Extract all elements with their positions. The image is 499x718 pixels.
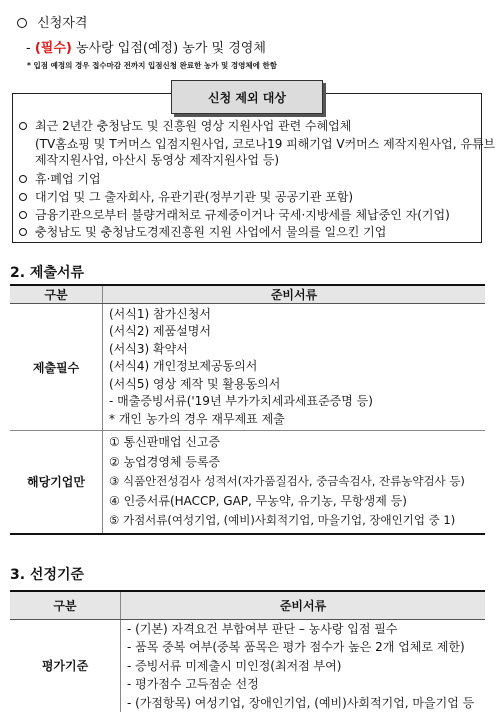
hollow-circle-bullet-icon (19, 228, 27, 236)
criteria-section-title: 3. 선정기준 (10, 567, 85, 583)
documents-row-applicable (10, 431, 485, 534)
exclusion-item: 금융기관으로부터 불량거래처로 규제중이거나 국세·지방세를 체납중인 자(기업) (19, 207, 450, 223)
criteria-row-evaluation (10, 619, 485, 712)
eligibility-note: * 입점 예정의 경우 접수마감 전까지 입점신청 완료한 농가 및 경영체에 한함 (27, 61, 277, 70)
criteria-col-category: 구분 (10, 591, 121, 619)
required-tag: (필수) (34, 41, 72, 56)
exclusion-item-continued: (TV홈쇼핑 및 T커머스 입점지원사업, 코로나19 피해기업 V커머스 제작지원사업, 유튜브 (35, 137, 496, 151)
documents-col-category: 구분 (10, 285, 103, 304)
documents-row-required (10, 304, 485, 431)
row-content: (서식1) 참가신청서 (서식2) 제품설명서 (서식3) 확약서 (서식4) 개인정보제공동의서 (서식5) 영상 제작 및 활용동의서 - 매출증빙서류('19년 부가가치세과세표준증명 등) * 개인 농가의 경우 재무제표 제출 (103, 304, 486, 431)
row-label: 제출필수 (10, 304, 103, 431)
exclusion-item: 최근 2년간 충청남도 및 진흥원 영상 지원사업 관련 수혜업체 (19, 118, 351, 134)
criteria-table (10, 590, 485, 712)
hollow-circle-bullet-icon (19, 193, 27, 201)
hollow-circle-bullet-icon (17, 18, 27, 28)
hollow-circle-bullet-icon (19, 175, 27, 183)
eligibility-heading: 신청자격 (17, 12, 87, 31)
row-content: - (기본) 자격요건 부합여부 판단 – 농사랑 입점 필수 - 품목 중복 여부(중복 품목은 평가 점수가 높은 2개 업체로 제한) - 증빙서류 미제출시 미인정(최저점 부여) - 평가점수 고득점순 선정 - (가점항목) 여성기업, 장애인기업, (예비)사회적기업, 마을기업 등 (127, 621, 475, 710)
required-line: - (필수) 농사랑 입점(예정) 농가 및 경영체 (26, 41, 266, 56)
row-content: ① 통신판매업 신고증 ② 농업경영체 등록증 ③ 식품안전성검사 성적서(자가품질검사, 중금속검사, 잔류농약검사 등) ④ 인증서류(HACCP, GAP, 무농약, 유기농, 무항생제 등) ⑤ 가점서류(여성기업, (예비)사회적기업, 마을기업, 장애인기업 중 1) (103, 431, 486, 534)
required-text: 농사랑 입점(예정) 농가 및 경영체 (75, 41, 266, 56)
hollow-circle-bullet-icon (19, 122, 27, 130)
criteria-col-docs: 준비서류 (121, 591, 486, 619)
hollow-circle-bullet-icon (19, 211, 27, 219)
exclusion-item: 충청남도 및 충청남도경제진흥원 지원 사업에서 물의를 일으킨 기업 (19, 224, 386, 240)
documents-col-docs: 준비서류 (103, 285, 486, 304)
exclusion-item: 대기업 및 그 출자회사, 유관기관(정부기관 및 공공기관 포함) (19, 189, 353, 205)
row-label: 해당기업만 (10, 431, 103, 534)
documents-table (10, 284, 485, 535)
documents-section-title: 2. 제출서류 (10, 265, 85, 281)
row-label: 평가기준 (10, 619, 121, 712)
exclusion-item: 휴·폐업 기업 (19, 171, 101, 187)
exclusion-item-continued: 제작지원사업, 아산시 동영상 제작지원사업 등) (35, 153, 280, 167)
exclusion-title: 신청 제외 대상 (171, 80, 323, 114)
